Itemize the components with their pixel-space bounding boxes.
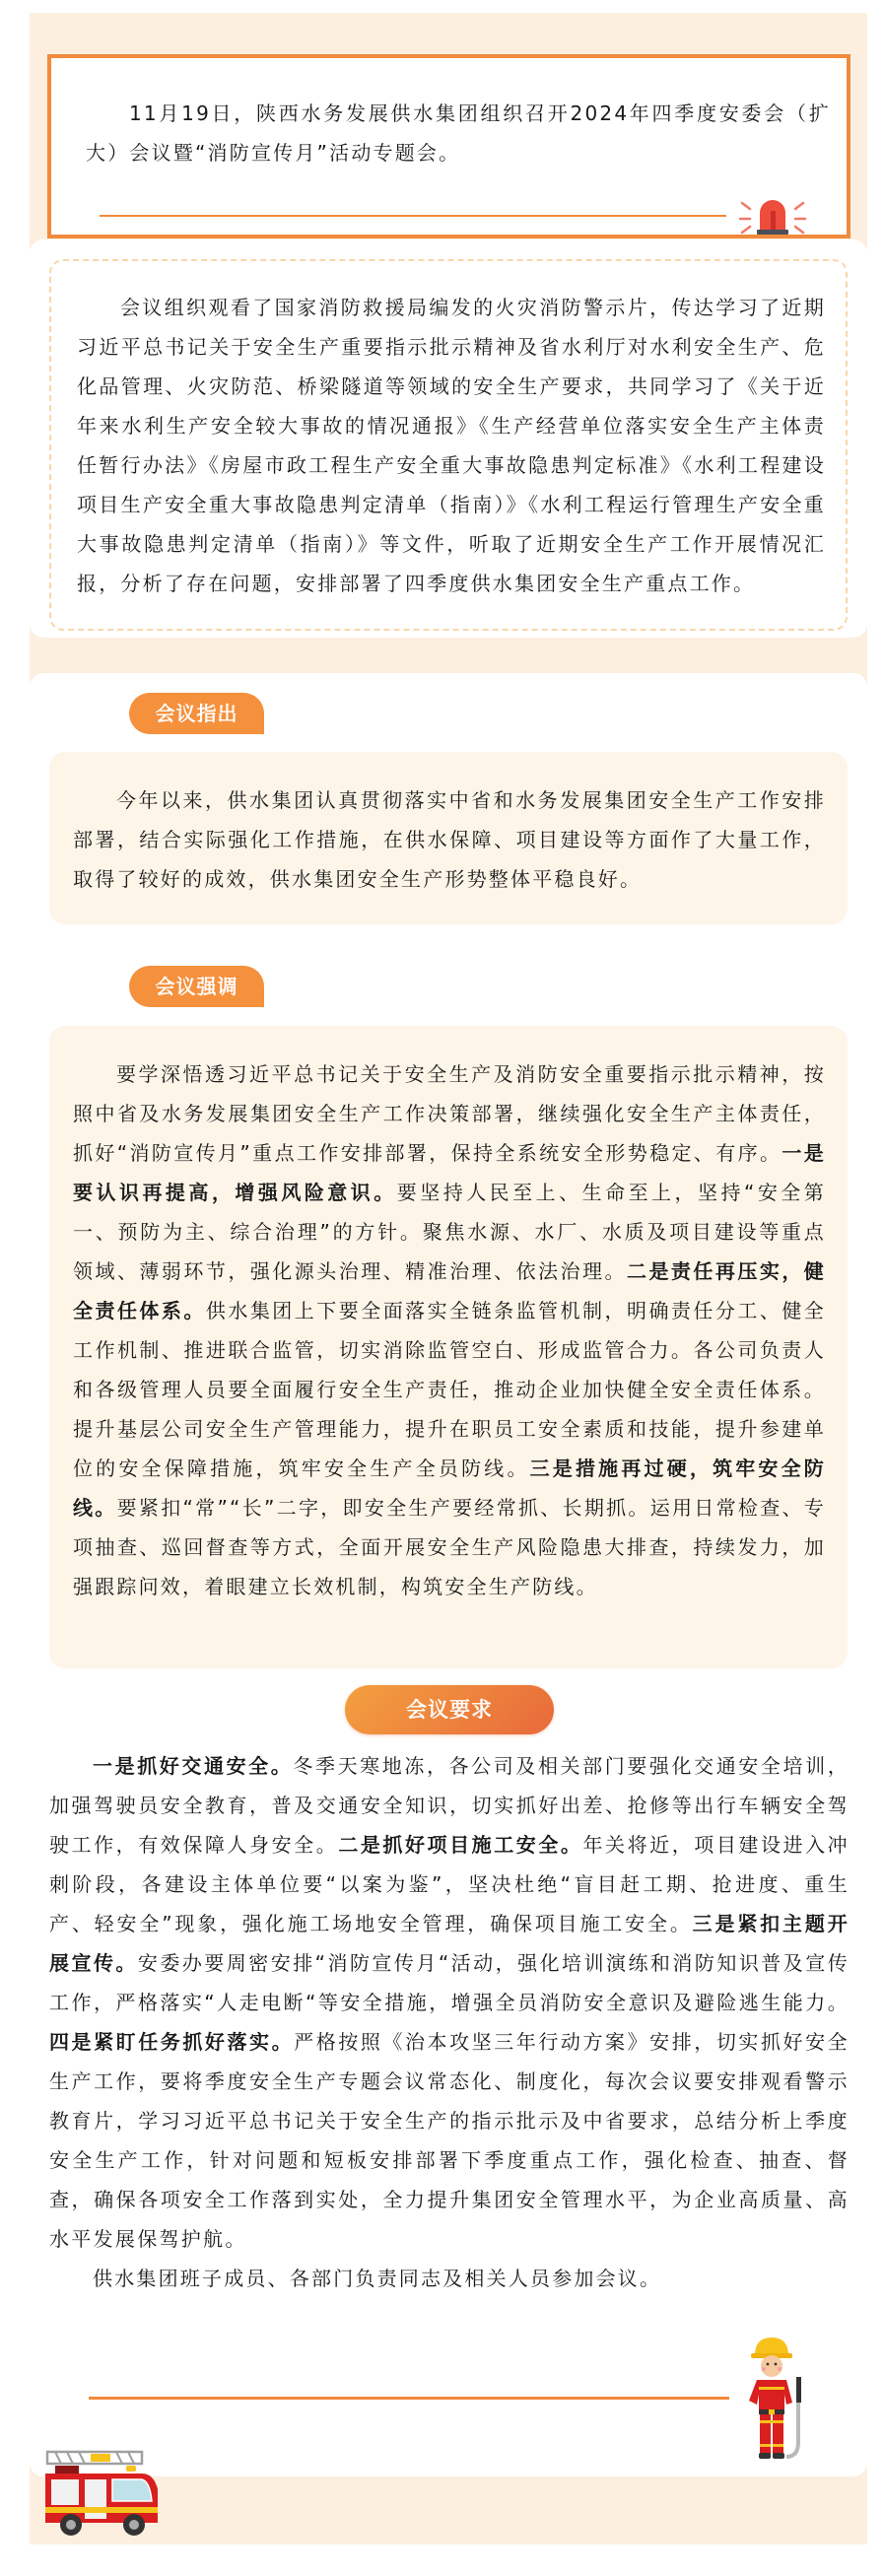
section-tag-emphasized: 会议强调 bbox=[129, 966, 264, 1007]
divider bbox=[100, 215, 726, 217]
fire-truck-icon bbox=[43, 2450, 162, 2537]
requirements-text bbox=[49, 1746, 850, 2259]
bold-text-segment: 一是抓好交通安全。 bbox=[93, 1754, 294, 1778]
text-segment: 安委办要周密安排“消防宣传月“活动，强化培训演练和消防知识普及宣传工作，严格落实“人走电断“等安全措施，增强全员消防安全意识及避险逃生能力。 bbox=[49, 1951, 850, 2014]
bold-text-segment: 一是要认识再提高，增强风险意识。 bbox=[73, 1141, 826, 1204]
text-segment: 要坚持人民至上、生命至上，坚持“安全第一、预防为主、综合治理”的方针。聚焦水源、水厂、水质及项目建设等重点领域、薄弱环节，强化源头治理、精准治理、依法治理。 bbox=[73, 1181, 826, 1283]
text-segment: 供水集团上下要全面落实全链条监管机制，明确责任分工、健全工作机制、推进联合监管，切实消除监管空白、形成监管合力。各公司负责人和各级管理人员要全面履行安全生产责任，推动企业加快健全安全责任体系。提升基层公司安全生产管理能力，提升在职员工安全素质和技能，提升参建单位的安全保障措施，筑牢安全生产全员防线。 bbox=[73, 1299, 826, 1480]
intro-box bbox=[47, 54, 850, 238]
intro-text: 11月19日，陕西水务发展供水集团组织召开2024年四季度安委会（扩大）会议暨“消防宣传月”活动专题会。 bbox=[86, 102, 831, 165]
divider bbox=[89, 2397, 729, 2400]
section-tag-pointed-out: 会议指出 bbox=[129, 693, 264, 734]
bold-text-segment: 三是措施再过硬，筑牢安全防线。 bbox=[73, 1457, 826, 1520]
text-segment: 严格按照《治本攻坚三年行动方案》安排，切实抓好安全生产工作，要将季度安全生产专题会议常态化、制度化，每次会议要安排观看警示教育片，学习习近平总书记关于安全生产的指示批示及中省要求，总结分析上季度安全生产工作，针对问题和短板安排部署下季度重点工作，强化检查、抽查、督查，确保各项安全工作落到实处，全力提升集团安全管理水平，为企业高质量、高水平发展保驾护航。 bbox=[49, 2030, 850, 2251]
pointed-out-text: 今年以来，供水集团认真贯彻落实中省和水务发展集团安全生产工作安排部署，结合实际强化工作措施，在供水保障、项目建设等方面作了大量工作，取得了较好的成效，供水集团安全生产形势整体平稳良好。 bbox=[73, 788, 826, 891]
emphasized-text bbox=[73, 1054, 826, 1606]
text-segment: 要学深悟透习近平总书记关于安全生产及消防安全重要指示批示精神，按照中省及水务发展集团安全生产工作决策部署，继续强化安全生产主体责任，抓好“消防宣传月”重点工作安排部署，保持全系统安全形势稳定、有序。 bbox=[73, 1062, 826, 1165]
summary-box bbox=[49, 259, 848, 631]
bold-text-segment: 二是责任再压实，健全责任体系。 bbox=[73, 1259, 826, 1322]
bold-text-segment: 四是紧盯任务抓好落实。 bbox=[49, 2030, 295, 2054]
text-segment: 冬季天寒地冻，各公司及相关部门要强化交通安全培训，加强驾驶员安全教育，普及交通安全知识，切实抓好出差、抢修等出行车辆安全驾驶工作，有效保障人身安全。 bbox=[49, 1754, 850, 1857]
text-segment: 要紧扣“常”“长”二字，即安全生产要经常抓、长期抓。运用日常检查、专项抽查、巡回督查等方式，全面开展安全生产风险隐患大排查，持续发力，加强跟踪问效，着眼建立长效机制，构筑安全生产防线。 bbox=[73, 1496, 827, 1598]
siren-icon bbox=[738, 199, 807, 235]
bold-text-segment: 三是紧扣主题开展宣传。 bbox=[49, 1912, 850, 1975]
pointed-out-box bbox=[49, 752, 848, 924]
closing-text: 供水集团班子成员、各部门负责同志及相关人员参加会议。 bbox=[93, 2267, 662, 2290]
summary-text: 会议组织观看了国家消防救援局编发的火灾消防警示片，传达学习了近期习近平总书记关于安全生产重要指示批示精神及省水利厅对水利安全生产、危化品管理、火灾防范、桥梁隧道等领域的安全生产要求，共同学习了《关于近年来水利生产安全较大事故的情况通报》《生产经营单位落实安全生产主体责任暂行办法》《房屋市政工程生产安全重大事故隐患判定标准》《水利工程建设项目生产安全重大事故隐患判定清单（指南）》《水利工程运行管理生产安全重大事故隐患判定清单（指南）》等文件，听取了近期安全生产工作开展情况汇报，分析了存在问题，安排部署了四季度供水集团安全生产重点工作。 bbox=[77, 296, 826, 595]
firefighter-icon bbox=[737, 2334, 814, 2462]
bold-text-segment: 二是抓好项目施工安全。 bbox=[338, 1833, 583, 1857]
text-segment: 年关将近，项目建设进入冲刺阶段，各建设主体单位要“以案为鉴”，坚决杜绝“盲目赶工期、抢进度、重生产、轻安全”现象，强化施工场地安全管理，确保项目施工安全。 bbox=[49, 1833, 850, 1935]
section-tag-requirements: 会议要求 bbox=[345, 1685, 554, 1734]
emphasized-box bbox=[49, 1026, 848, 1668]
